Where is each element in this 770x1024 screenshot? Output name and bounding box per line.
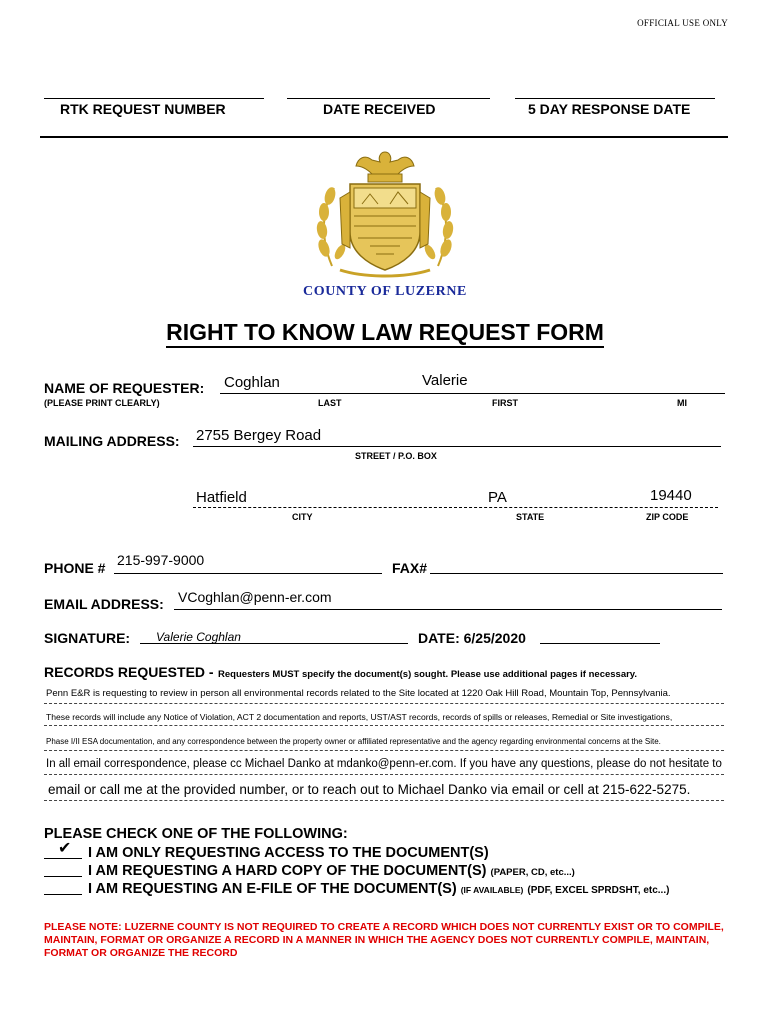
zip-value: 19440 (650, 487, 692, 504)
rtk-number-line[interactable] (44, 98, 264, 99)
option2-label: I AM REQUESTING A HARD COPY OF THE DOCUMENT(S) (88, 863, 487, 879)
records-line-2: These records will include any Notice of Violation, ACT 2 documentation and reports, UST/AST records, records of spills or releases, Remedial or Site investigations, (46, 712, 673, 722)
checkmark-icon: ✔ (58, 840, 72, 857)
records-rule-1 (44, 703, 724, 704)
records-line-1: Penn E&R is requesting to review in person all environmental records related to the Site located at 1220 Oak Hill Road, Mountain Top, Pennsylvania. (46, 688, 671, 699)
city-label: CITY (292, 512, 313, 522)
state-value: PA (488, 489, 507, 506)
date-received-label: DATE RECEIVED (323, 101, 436, 117)
fax-label: FAX# (392, 560, 428, 576)
date-field[interactable] (540, 643, 660, 644)
signature-label: SIGNATURE: (44, 630, 131, 646)
date-received-line[interactable] (287, 98, 490, 99)
option1-checkbox[interactable] (44, 858, 82, 859)
state-label: STATE (516, 512, 545, 522)
requester-first-value: Valerie (422, 372, 468, 389)
county-name: COUNTY OF LUZERNE (303, 284, 467, 299)
option3-checkbox[interactable] (44, 894, 82, 895)
county-seal-icon (310, 148, 460, 280)
records-line-5: email or call me at the provided number, or to reach out to Michael Danko via email or cell at 215-622-5275. (48, 782, 691, 797)
option3-label: I AM REQUESTING AN E-FILE OF THE DOCUMENT(S) (88, 881, 457, 897)
records-rule-2 (44, 725, 724, 726)
records-line-3: Phase I/II ESA documentation, and any correspondence between the property owner or affiliated representative and the agency regarding environmental concerns at the Site. (46, 737, 661, 746)
records-instruction: Requesters MUST specify the document(s) sought. Please use additional pages if necessary. (218, 669, 638, 680)
city-value: Hatfield (196, 489, 247, 506)
response-date-line[interactable] (515, 98, 715, 99)
phone-field[interactable] (114, 573, 382, 574)
option3-suffix: (PDF, EXCEL SPRDSHT, etc...) (527, 885, 670, 896)
form-title (0, 319, 770, 346)
option2-checkbox[interactable] (44, 876, 82, 877)
phone-label: PHONE # (44, 560, 106, 576)
form-title-text: RIGHT TO KNOW LAW REQUEST FORM (166, 319, 604, 348)
requester-last-value: Coghlan (224, 374, 280, 391)
email-value: VCoghlan@penn-er.com (178, 589, 332, 605)
records-heading-row (44, 664, 637, 682)
print-clearly-hint: (PLEASE PRINT CLEARLY) (44, 398, 160, 408)
phone-value: 215-997-9000 (117, 552, 205, 568)
records-line-4: In all email correspondence, please cc Michael Danko at mdanko@penn-er.com. If you have any questions, please do not hesitate to (46, 758, 722, 770)
street-label: STREET / P.O. BOX (355, 451, 437, 461)
date-label: DATE: 6/25/2020 (418, 630, 526, 646)
option2-suffix: (PAPER, CD, etc...) (490, 867, 575, 878)
zip-label: ZIP CODE (646, 512, 689, 522)
check-heading: PLEASE CHECK ONE OF THE FOLLOWING: (44, 826, 348, 842)
street-field[interactable] (193, 446, 721, 447)
requester-name-field[interactable] (220, 393, 725, 394)
option3-row (88, 881, 669, 897)
records-heading: RECORDS REQUESTED - (44, 664, 214, 680)
signature-value: Valerie Coghlan (156, 630, 241, 644)
city-state-zip-field[interactable] (193, 507, 718, 508)
email-field[interactable] (174, 609, 722, 610)
street-value: 2755 Bergey Road (196, 427, 322, 444)
records-rule-3 (44, 750, 724, 751)
email-label: EMAIL ADDRESS: (44, 596, 164, 612)
first-label: FIRST (492, 398, 518, 408)
mailing-address-label: MAILING ADDRESS: (44, 433, 180, 449)
option1-label: I AM ONLY REQUESTING ACCESS TO THE DOCUMENT(S) (88, 845, 489, 861)
requester-label: NAME OF REQUESTER: (44, 380, 205, 396)
option2-row (88, 863, 575, 879)
records-rule-5 (44, 800, 724, 801)
header-divider (40, 136, 728, 138)
fax-field[interactable] (430, 573, 723, 574)
response-date-label: 5 DAY RESPONSE DATE (528, 101, 691, 117)
official-use-label: OFFICIAL USE ONLY (637, 18, 728, 28)
last-label: LAST (318, 398, 342, 408)
mi-label: MI (677, 398, 687, 408)
legal-notice: PLEASE NOTE: LUZERNE COUNTY IS NOT REQUIRED TO CREATE A RECORD WHICH DOES NOT CURRENTLY EXIST OR TO COMPILE, MAINTAIN, FORMAT OR ORGANIZE A RECORD IN A MANNER IN WHICH THE AGENCY DOES NOT CURRENTLY COMPILE, MAINTAIN, FORMAT OR ORGANIZE THE RECORD (44, 921, 724, 959)
option3-if-available: (IF AVAILABLE) (460, 885, 524, 895)
records-rule-4 (44, 774, 724, 775)
rtk-number-label: RTK REQUEST NUMBER (60, 101, 226, 117)
